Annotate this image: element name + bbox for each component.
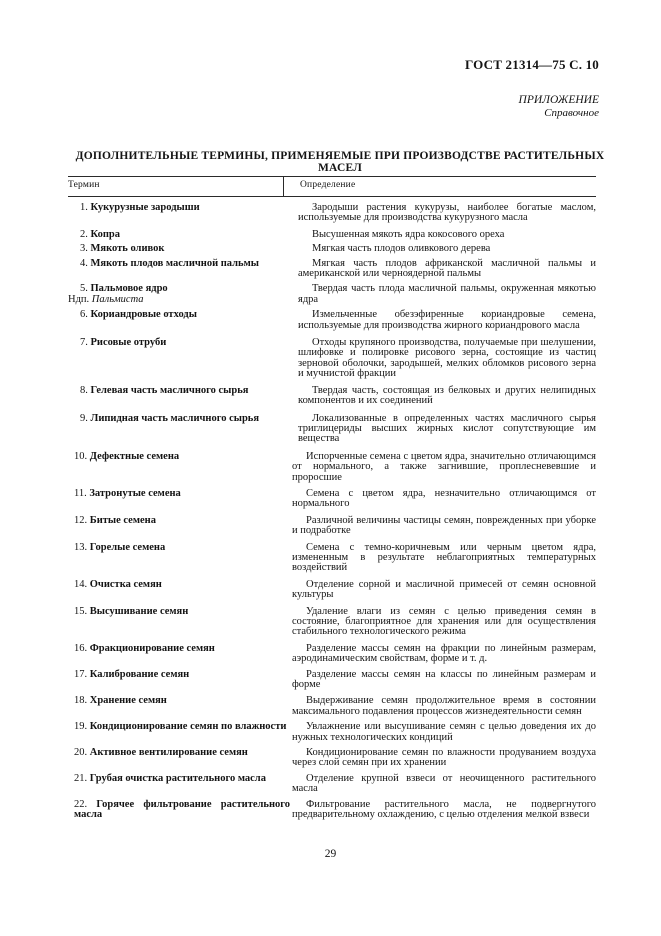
definition-cell: Кондиционирование семян по влажности продуванием воздуха через слой семян при их хранении [292,747,596,769]
term-cell [68,644,290,665]
table-row [68,774,596,795]
term-cell [68,338,296,380]
definition-cell: Разделение массы семян на фракции по линейным размерам, аэродинамическим свойствам, форме и т. д. [292,642,596,665]
column-header-definition: Определение [300,180,356,190]
definition-cell: Отделение крупной взвеси от неочищенного растительного масла [292,772,596,795]
term-number: 4. [80,257,88,269]
term-number: 20. [74,747,88,759]
table-row [68,386,596,407]
term-number: 9. [80,412,88,424]
page-number: 29 [324,848,337,860]
terms-table-body [68,203,596,826]
term-label: Хранение семян [89,695,167,707]
table-row [68,230,596,240]
term-cell [68,310,296,331]
term-label: Затронутые семена [89,487,181,499]
deprecated-prefix: Ндп. [68,293,90,305]
term-cell [68,452,290,483]
table-row [68,489,596,510]
table-top-rule [68,176,596,177]
definition-cell: Увлажнение или высушивание семян с целью доведения их до нужных технологических кондиций [292,721,596,743]
term-cell [68,489,290,510]
term-number: 11. [74,487,87,499]
term-cell [68,800,290,821]
term-label: Горячее фильтрование растительного масла [74,798,291,821]
term-number: 22. [74,798,88,810]
term-number: 12. [74,514,88,526]
term-cell [68,414,296,445]
term-label: Кукурузные зародыши [90,202,200,213]
definition-cell: Отходы крупяного производства, получаемые при шелушении, шлифовке и полировке рисового зерна, состоящие из частиц зерновой оболочки, зародышей, мелких обломков рисового зерна и мучнистой фракции [298,337,596,380]
table-row [68,748,596,769]
section-title-line-1: ДОПОЛНИТЕЛЬНЫЕ ТЕРМИНЫ, ПРИМЕНЯЕМЫЕ ПРИ ПРОИЗВОДСТВЕ РАСТИТЕЛЬНЫХ [75,150,605,162]
definition-cell: Локализованные в определенных частях масличного сырья триглицериды высших жирных кислот сопутствующие им вещества [298,412,596,445]
term-cell [68,386,296,407]
definition-cell: Различной величины частицы семян, поврежденных при уборке и подработке [292,514,596,537]
term-number: 14. [74,578,88,590]
term-number: 13. [74,541,88,553]
deprecated-name: Пальмиста [91,293,144,305]
term-cell [68,696,290,717]
table-row [68,516,596,537]
definition-cell: Отделение сорной и масличной примесей от семян основной культуры [292,578,596,601]
column-header-term: Термин [68,180,100,190]
appendix-type: Справочное [544,107,599,119]
term-label: Фракционирование семян [89,642,215,654]
term-cell [68,670,290,691]
term-label: Кориандровые отходы [90,309,197,321]
definition-cell: Семена с темно-коричневым или черным цветом ядра, измененным в результате неблагоприятных температурных воздействий [292,541,596,574]
term-label: Мякоть плодов масличной пальмы [90,257,259,269]
term-cell [68,259,296,280]
definition-cell: Зародыши растения кукурузы, наиболее богатые маслом, используемые для производства кукурузного масла [298,202,596,224]
term-number: 16. [74,642,88,654]
table-row [68,284,596,305]
term-cell [68,774,290,795]
table-row [68,670,596,691]
term-label: Дефектные семена [89,450,180,462]
table-header-divider [283,176,284,196]
term-number: 19. [74,721,88,733]
term-label: Грубая очистка растительного масла [89,772,266,784]
definition-cell: Удаление влаги из семян с целью приведения семян в состояние, благоприятное для хранения или для осуществления стабильного технологического режима [292,605,596,638]
term-cell [68,516,290,537]
term-cell [68,580,290,601]
term-label: Активное вентилирование семян [89,747,248,759]
term-number: 17. [74,668,88,680]
term-number: 8. [80,384,88,396]
table-row [68,696,596,717]
term-cell [68,722,290,743]
table-row [68,644,596,665]
term-number: 6. [80,309,88,321]
deprecated-term [68,295,296,305]
term-label: Мякоть оливок [90,243,165,255]
standard-header: ГОСТ 21314—75 С. 10 [465,57,599,72]
definition-cell: Мягкая часть плодов оливкового дерева [312,243,491,255]
term-number: 5. [80,283,88,295]
term-label: Битые семена [89,514,156,526]
table-row [68,580,596,601]
term-label: Горелые семена [89,541,166,553]
term-number: 21. [74,772,88,784]
definition-cell: Семена с цветом ядра, незначительно отличающимся от нормального [292,487,596,510]
term-label: Рисовые отруби [90,337,167,349]
term-cell [68,230,296,240]
term-number: 18. [74,695,88,707]
term-label: Пальмовое ядро [90,283,168,295]
definition-cell: Фильтрование растительного масла, не подвергнутого предварительному охлаждению, с целью отделения мелкой взвеси [292,798,596,821]
term-number: 10. [74,450,88,462]
term-cell [68,543,290,574]
term-cell [68,607,290,638]
term-label: Высушивание семян [89,605,189,617]
section-title-line-2: МАСЕЛ [318,162,362,174]
term-number: 3. [80,243,88,255]
table-row [68,244,596,254]
table-header-rule [68,196,596,197]
term-label: Кондиционирование семян по влажности [89,721,287,733]
term-number: 15. [74,605,88,617]
term-label: Калибрование семян [89,668,190,680]
definition-cell: Твердая часть, состоящая из белковых и других нелипидных компонентов и их соединений [298,384,596,407]
term-cell [68,203,296,224]
table-row [68,607,596,638]
definition-cell: Испорченные семена с цветом ядра, значительно отличающимся от нормального, а также загнившие, проплесневевшие и проросшие [292,450,596,483]
term-label: Липидная часть масличного сырья [90,412,260,424]
table-row [68,452,596,483]
term-cell [68,284,296,305]
term-number: 7. [80,337,88,349]
table-row [68,310,596,331]
term-cell [68,748,290,769]
table-row [68,259,596,280]
term-label: Гелевая часть масличного сырья [90,384,249,396]
table-row [68,722,596,743]
table-row [68,543,596,574]
definition-cell: Высушенная мякоть ядра кокосового ореха [312,228,505,240]
definition-cell: Разделение массы семян на классы по линейным размерам и форме [292,668,596,691]
definition-cell: Мягкая часть плодов африканской масличной пальмы и американской или черноядерной пальмы [298,257,596,280]
term-label: Очистка семян [89,578,162,590]
table-row [68,338,596,380]
appendix-label [519,94,599,119]
definition-cell: Выдерживание семян продолжительное время в состоянии максимального подавления процессов жизнедеятельности семян [292,695,596,717]
term-label: Копра [90,228,120,240]
definition-cell: Измельченные обезэфиренные кориандровые семена, используемые для производства жирного кориандрового масла [298,309,596,331]
table-row [68,414,596,445]
definition-cell: Твердая часть плода масличной пальмы, окруженная мякотью ядра [298,283,596,305]
term-cell [68,244,296,254]
section-title [70,150,610,174]
term-number: 2. [80,228,88,240]
table-row [68,800,596,821]
term-number: 1. [80,202,88,213]
appendix-title: ПРИЛОЖЕНИЕ [518,94,599,106]
table-row [68,203,596,224]
